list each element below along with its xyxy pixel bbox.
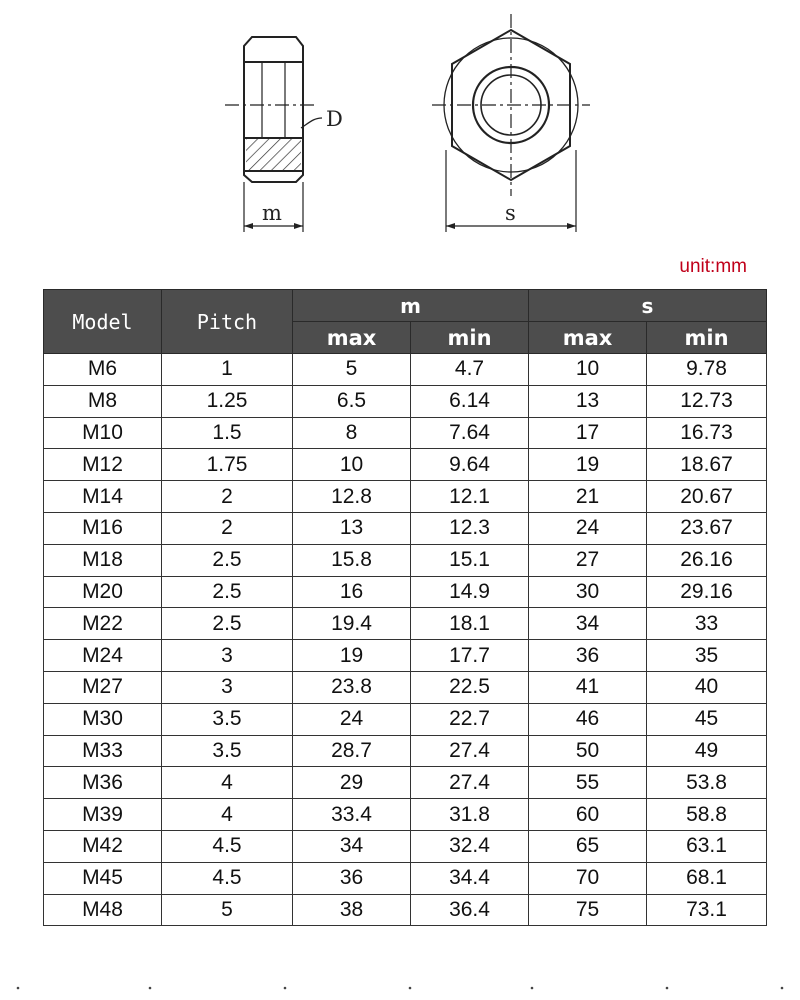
table-row	[44, 799, 767, 831]
cell-m-max: 15.8	[293, 544, 411, 576]
table-row	[44, 640, 767, 672]
cell-pitch: 1.75	[162, 449, 293, 481]
cell-s-max: 36	[529, 640, 647, 672]
table-body	[44, 354, 767, 926]
cell-s-min: 63.1	[647, 830, 767, 862]
cell-m-max: 5	[293, 354, 411, 386]
cell-s-min: 49	[647, 735, 767, 767]
table-row	[44, 767, 767, 799]
cell-s-max: 19	[529, 449, 647, 481]
cell-s-max: 34	[529, 608, 647, 640]
table-row	[44, 576, 767, 608]
unit-note: unit:mm	[679, 256, 747, 277]
cell-m-min: 7.64	[411, 417, 529, 449]
cell-m-min: 36.4	[411, 894, 529, 926]
cell-m-max: 28.7	[293, 735, 411, 767]
cell-m-min: 31.8	[411, 799, 529, 831]
cell-m-min: 12.3	[411, 512, 529, 544]
cell-s-min: 16.73	[647, 417, 767, 449]
table-row	[44, 862, 767, 894]
cell-model: M10	[44, 417, 162, 449]
cell-m-max: 34	[293, 830, 411, 862]
cell-s-max: 27	[529, 544, 647, 576]
cell-m-max: 8	[293, 417, 411, 449]
cell-s-max: 41	[529, 671, 647, 703]
table-row	[44, 608, 767, 640]
cell-pitch: 3	[162, 640, 293, 672]
side-view	[244, 37, 303, 182]
cell-pitch: 4	[162, 767, 293, 799]
footer-dot-row	[0, 982, 800, 994]
cell-s-min: 68.1	[647, 862, 767, 894]
nut-dimensions-table	[43, 289, 767, 926]
cell-pitch: 4.5	[162, 830, 293, 862]
cell-model: M12	[44, 449, 162, 481]
cell-m-min: 18.1	[411, 608, 529, 640]
cell-m-min: 6.14	[411, 385, 529, 417]
header-model: Model	[44, 290, 162, 354]
cell-pitch: 3	[162, 671, 293, 703]
cell-model: M16	[44, 512, 162, 544]
cell-s-min: 29.16	[647, 576, 767, 608]
header-m-max: max	[293, 322, 411, 354]
cell-model: M22	[44, 608, 162, 640]
cell-m-min: 4.7	[411, 354, 529, 386]
diameter-leader	[301, 118, 322, 128]
cell-m-min: 12.1	[411, 481, 529, 513]
cell-m-min: 32.4	[411, 830, 529, 862]
cell-model: M20	[44, 576, 162, 608]
cell-pitch: 4.5	[162, 862, 293, 894]
cell-s-max: 24	[529, 512, 647, 544]
cell-s-max: 70	[529, 862, 647, 894]
table-row	[44, 385, 767, 417]
cell-m-min: 22.7	[411, 703, 529, 735]
cell-s-min: 53.8	[647, 767, 767, 799]
cell-s-max: 13	[529, 385, 647, 417]
cell-pitch: 3.5	[162, 703, 293, 735]
header-m-min: min	[411, 322, 529, 354]
cell-model: M27	[44, 671, 162, 703]
dimension-m-label: m	[262, 201, 282, 225]
cell-pitch: 1.25	[162, 385, 293, 417]
hex-nut-drawing	[0, 0, 800, 250]
table-row	[44, 894, 767, 926]
cell-pitch: 4	[162, 799, 293, 831]
cell-m-max: 33.4	[293, 799, 411, 831]
cell-s-max: 75	[529, 894, 647, 926]
front-view	[432, 14, 590, 196]
cell-s-min: 9.78	[647, 354, 767, 386]
cell-s-min: 18.67	[647, 449, 767, 481]
cell-m-max: 6.5	[293, 385, 411, 417]
table-row	[44, 544, 767, 576]
cell-s-max: 30	[529, 576, 647, 608]
cell-pitch: 1.5	[162, 417, 293, 449]
cell-m-min: 27.4	[411, 767, 529, 799]
cell-m-max: 24	[293, 703, 411, 735]
cell-model: M48	[44, 894, 162, 926]
cell-m-max: 19.4	[293, 608, 411, 640]
cell-model: M6	[44, 354, 162, 386]
cell-s-min: 20.67	[647, 481, 767, 513]
cell-m-max: 38	[293, 894, 411, 926]
cell-s-min: 58.8	[647, 799, 767, 831]
table-row	[44, 703, 767, 735]
table-header	[44, 290, 767, 354]
header-group-m: m	[293, 290, 529, 322]
cell-m-max: 13	[293, 512, 411, 544]
cell-s-max: 60	[529, 799, 647, 831]
cell-m-max: 23.8	[293, 671, 411, 703]
cell-m-max: 19	[293, 640, 411, 672]
cell-model: M8	[44, 385, 162, 417]
cell-m-min: 9.64	[411, 449, 529, 481]
cell-m-min: 22.5	[411, 671, 529, 703]
cell-s-min: 45	[647, 703, 767, 735]
cell-s-max: 10	[529, 354, 647, 386]
dimension-s-label: s	[505, 201, 516, 225]
cell-s-min: 26.16	[647, 544, 767, 576]
table-row	[44, 512, 767, 544]
cell-pitch: 2	[162, 512, 293, 544]
cell-model: M36	[44, 767, 162, 799]
cell-s-min: 73.1	[647, 894, 767, 926]
table-row	[44, 735, 767, 767]
hex-nut-drawing-svg	[0, 0, 800, 250]
header-group-s: s	[529, 290, 767, 322]
cell-m-min: 34.4	[411, 862, 529, 894]
cell-s-min: 12.73	[647, 385, 767, 417]
header-s-min: min	[647, 322, 767, 354]
table-row	[44, 671, 767, 703]
cell-pitch: 2	[162, 481, 293, 513]
cell-pitch: 2.5	[162, 608, 293, 640]
cell-s-max: 46	[529, 703, 647, 735]
cell-s-max: 55	[529, 767, 647, 799]
cell-model: M42	[44, 830, 162, 862]
cell-s-min: 40	[647, 671, 767, 703]
cell-model: M14	[44, 481, 162, 513]
table-row	[44, 417, 767, 449]
table-row	[44, 481, 767, 513]
cell-s-max: 50	[529, 735, 647, 767]
diameter-label: D	[326, 107, 343, 131]
cell-pitch: 2.5	[162, 576, 293, 608]
header-s-max: max	[529, 322, 647, 354]
cell-model: M33	[44, 735, 162, 767]
cell-m-max: 12.8	[293, 481, 411, 513]
table-row	[44, 449, 767, 481]
cell-s-max: 65	[529, 830, 647, 862]
cell-m-min: 15.1	[411, 544, 529, 576]
cell-pitch: 2.5	[162, 544, 293, 576]
cell-m-max: 10	[293, 449, 411, 481]
header-pitch: Pitch	[162, 290, 293, 354]
cell-model: M24	[44, 640, 162, 672]
cell-s-min: 33	[647, 608, 767, 640]
cell-model: M30	[44, 703, 162, 735]
cell-s-min: 35	[647, 640, 767, 672]
cell-m-max: 29	[293, 767, 411, 799]
cell-pitch: 1	[162, 354, 293, 386]
cell-m-min: 17.7	[411, 640, 529, 672]
table-row	[44, 830, 767, 862]
cell-m-min: 14.9	[411, 576, 529, 608]
cell-s-max: 17	[529, 417, 647, 449]
cell-model: M39	[44, 799, 162, 831]
cell-model: M45	[44, 862, 162, 894]
cell-pitch: 5	[162, 894, 293, 926]
cell-s-max: 21	[529, 481, 647, 513]
cell-m-min: 27.4	[411, 735, 529, 767]
cell-model: M18	[44, 544, 162, 576]
table-row	[44, 354, 767, 386]
cell-pitch: 3.5	[162, 735, 293, 767]
cell-m-max: 36	[293, 862, 411, 894]
cell-m-max: 16	[293, 576, 411, 608]
cell-s-min: 23.67	[647, 512, 767, 544]
